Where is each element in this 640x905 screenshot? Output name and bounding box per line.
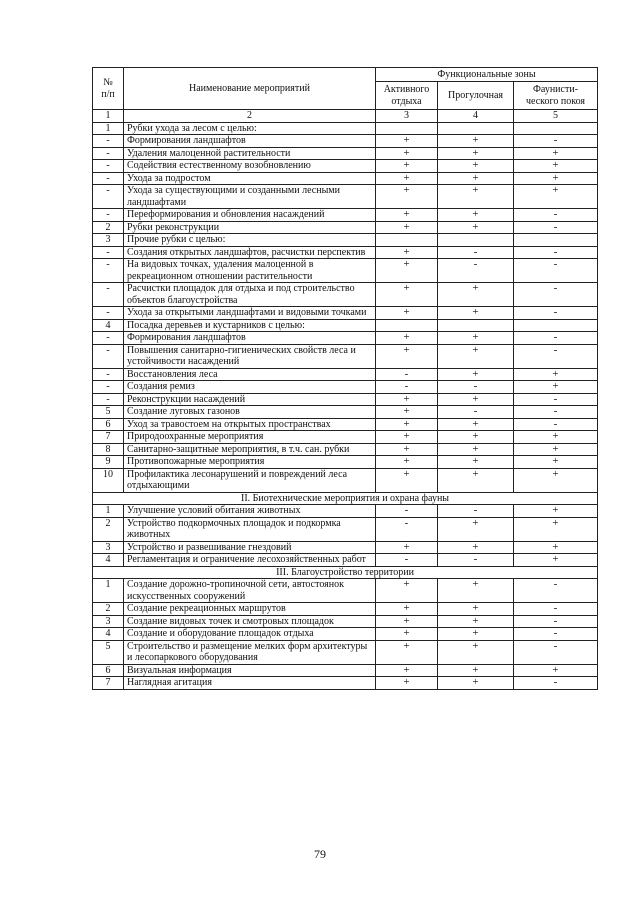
row-mark-active: - (376, 381, 438, 394)
table-row (93, 393, 598, 406)
header-fauna-zone: Фаунисти-ческого покоя (514, 82, 598, 110)
row-number: - (93, 393, 124, 406)
row-number: 2 (93, 603, 124, 616)
row-measure-name: Содействия естественному возобновлению (124, 160, 376, 173)
table-row (93, 418, 598, 431)
row-measure-name: Создания ремиз (124, 381, 376, 394)
row-mark-fauna: + (514, 443, 598, 456)
table-row (93, 579, 598, 603)
section-row (93, 492, 598, 505)
row-number: 6 (93, 418, 124, 431)
row-mark-active: + (376, 209, 438, 222)
row-measure-name: Удаления малоценной растительности (124, 147, 376, 160)
row-number: 2 (93, 517, 124, 541)
row-number: 3 (93, 615, 124, 628)
row-mark-walking: + (438, 172, 514, 185)
row-measure-name: Создания открытых ландшафтов, расчистки перспектив (124, 246, 376, 259)
row-mark-active: - (376, 517, 438, 541)
row-number: 1 (93, 579, 124, 603)
table-row (93, 517, 598, 541)
row-number: - (93, 344, 124, 368)
row-number: - (93, 135, 124, 148)
row-mark-active: + (376, 344, 438, 368)
row-mark-fauna: + (514, 505, 598, 518)
row-number: - (93, 185, 124, 209)
row-number: 5 (93, 406, 124, 419)
row-mark-active: + (376, 246, 438, 259)
row-mark-walking: - (438, 406, 514, 419)
row-mark-fauna: + (514, 468, 598, 492)
row-measure-name: Визуальная информация (124, 664, 376, 677)
row-mark-active: + (376, 393, 438, 406)
row-measure-name: Природоохранные мероприятия (124, 431, 376, 444)
row-mark-fauna: + (514, 554, 598, 567)
row-mark-active: + (376, 283, 438, 307)
row-mark-walking (438, 319, 514, 332)
row-mark-walking: + (438, 468, 514, 492)
row-number: - (93, 147, 124, 160)
row-mark-active: + (376, 456, 438, 469)
row-measure-name: Формирования ландшафтов (124, 135, 376, 148)
row-measure-name: Создание рекреационных маршрутов (124, 603, 376, 616)
table-row (93, 135, 598, 148)
table-body (93, 122, 598, 689)
row-mark-active: + (376, 677, 438, 690)
table-row (93, 246, 598, 259)
row-mark-fauna: - (514, 259, 598, 283)
row-number: 4 (93, 628, 124, 641)
row-number: - (93, 332, 124, 345)
row-number: 7 (93, 431, 124, 444)
row-measure-name: Строительство и размещение мелких форм архитектуры и лесопаркового оборудования (124, 640, 376, 664)
row-measure-name: Реконструкции насаждений (124, 393, 376, 406)
row-number: - (93, 160, 124, 173)
row-number: 3 (93, 234, 124, 247)
row-mark-walking: + (438, 677, 514, 690)
row-mark-active: + (376, 185, 438, 209)
row-mark-fauna: + (514, 664, 598, 677)
row-mark-walking: - (438, 381, 514, 394)
row-mark-walking: + (438, 344, 514, 368)
row-mark-active: + (376, 640, 438, 664)
row-measure-name: Санитарно-защитные мероприятия, в т.ч. сан. рубки (124, 443, 376, 456)
row-measure-name: Расчистки площадок для отдыха и под строительство объектов благоустройства (124, 283, 376, 307)
table-row (93, 677, 598, 690)
row-number: - (93, 246, 124, 259)
row-measure-name: Ухода за существующими и созданными лесными ландшафтами (124, 185, 376, 209)
row-measure-name: Устройство подкормочных площадок и подкормка животных (124, 517, 376, 541)
row-mark-active: + (376, 664, 438, 677)
row-measure-name: Создание видовых точек и смотровых площадок (124, 615, 376, 628)
row-mark-active: + (376, 443, 438, 456)
row-mark-walking: + (438, 332, 514, 345)
section-title: III. Благоустройство территории (93, 566, 598, 579)
row-mark-active: + (376, 603, 438, 616)
row-mark-walking: + (438, 628, 514, 641)
row-measure-name: Уход за травостоем на открытых пространствах (124, 418, 376, 431)
table-row (93, 160, 598, 173)
row-mark-walking: - (438, 246, 514, 259)
row-mark-fauna: + (514, 381, 598, 394)
table-row (93, 554, 598, 567)
row-mark-active: + (376, 406, 438, 419)
row-mark-walking: + (438, 579, 514, 603)
row-mark-fauna: - (514, 579, 598, 603)
table-row (93, 603, 598, 616)
row-mark-fauna: + (514, 368, 598, 381)
row-mark-active: - (376, 505, 438, 518)
header-index: 3 (376, 110, 438, 123)
row-mark-fauna: + (514, 431, 598, 444)
row-mark-active (376, 319, 438, 332)
row-mark-active: + (376, 431, 438, 444)
row-mark-fauna: - (514, 246, 598, 259)
table-row (93, 147, 598, 160)
table-row (93, 615, 598, 628)
row-mark-walking: + (438, 307, 514, 320)
row-mark-fauna: + (514, 517, 598, 541)
row-number: - (93, 259, 124, 283)
table-row (93, 468, 598, 492)
table-row (93, 259, 598, 283)
header-index: 2 (124, 110, 376, 123)
row-measure-name: Рубки ухода за лесом с целью: (124, 122, 376, 135)
table-row (93, 456, 598, 469)
table-row (93, 122, 598, 135)
row-mark-walking: + (438, 135, 514, 148)
row-mark-walking: + (438, 185, 514, 209)
row-mark-active: + (376, 160, 438, 173)
row-mark-active: + (376, 468, 438, 492)
row-mark-active: + (376, 307, 438, 320)
header-walking-zone: Прогулочная (438, 82, 514, 110)
row-number: 1 (93, 505, 124, 518)
row-mark-fauna: - (514, 393, 598, 406)
table-row (93, 628, 598, 641)
table-row (93, 368, 598, 381)
table-row (93, 505, 598, 518)
row-measure-name: Создание и оборудование площадок отдыха (124, 628, 376, 641)
row-mark-fauna: - (514, 603, 598, 616)
table-row (93, 406, 598, 419)
row-mark-fauna: - (514, 283, 598, 307)
row-measure-name: Восстановления леса (124, 368, 376, 381)
row-mark-walking: + (438, 640, 514, 664)
section-row (93, 566, 598, 579)
row-mark-walking: + (438, 209, 514, 222)
row-measure-name: Повышения санитарно-гигиенических свойств леса и устойчивости насаждений (124, 344, 376, 368)
row-number: - (93, 283, 124, 307)
row-number: 9 (93, 456, 124, 469)
row-mark-fauna: + (514, 456, 598, 469)
row-measure-name: Прочие рубки с целью: (124, 234, 376, 247)
row-mark-walking: - (438, 259, 514, 283)
row-mark-walking: + (438, 418, 514, 431)
table-row (93, 319, 598, 332)
row-mark-active: + (376, 615, 438, 628)
row-mark-active (376, 122, 438, 135)
row-mark-walking: - (438, 505, 514, 518)
table-row (93, 344, 598, 368)
row-mark-fauna: - (514, 221, 598, 234)
row-mark-walking: + (438, 431, 514, 444)
row-mark-active: + (376, 628, 438, 641)
row-number: - (93, 381, 124, 394)
row-measure-name: Создание луговых газонов (124, 406, 376, 419)
table-row (93, 307, 598, 320)
row-number: - (93, 172, 124, 185)
row-mark-fauna: - (514, 135, 598, 148)
row-number: 10 (93, 468, 124, 492)
table-row (93, 664, 598, 677)
row-measure-name: Переформирования и обновления насаждений (124, 209, 376, 222)
row-number: - (93, 209, 124, 222)
table-row (93, 431, 598, 444)
table-row (93, 381, 598, 394)
row-mark-walking: + (438, 615, 514, 628)
row-number: - (93, 307, 124, 320)
row-mark-active (376, 234, 438, 247)
row-mark-active: + (376, 221, 438, 234)
header-index: 1 (93, 110, 124, 123)
row-mark-walking: + (438, 443, 514, 456)
row-number: 8 (93, 443, 124, 456)
row-measure-name: Посадка деревьев и кустарников с целью: (124, 319, 376, 332)
row-mark-active: + (376, 418, 438, 431)
row-mark-walking: + (438, 456, 514, 469)
row-mark-fauna: + (514, 541, 598, 554)
row-measure-name: Рубки реконструкции (124, 221, 376, 234)
row-mark-walking: + (438, 541, 514, 554)
row-mark-fauna: - (514, 677, 598, 690)
row-mark-active: + (376, 147, 438, 160)
row-measure-name: Формирования ландшафтов (124, 332, 376, 345)
row-measure-name: Ухода за открытыми ландшафтами и видовыми точками (124, 307, 376, 320)
row-measure-name: Ухода за подростом (124, 172, 376, 185)
row-mark-active: + (376, 172, 438, 185)
header-name: Наименование мероприятий (124, 68, 376, 110)
row-mark-fauna: + (514, 172, 598, 185)
row-mark-active: + (376, 135, 438, 148)
row-mark-fauna: - (514, 615, 598, 628)
row-mark-walking: + (438, 664, 514, 677)
table-row (93, 209, 598, 222)
row-mark-fauna: + (514, 147, 598, 160)
row-number: 1 (93, 122, 124, 135)
row-measure-name: Создание дорожно-тропиночной сети, автостоянок искусственных сооружений (124, 579, 376, 603)
table-row (93, 541, 598, 554)
header-active-zone: Активного отдыха (376, 82, 438, 110)
row-mark-walking: + (438, 393, 514, 406)
row-mark-walking: + (438, 160, 514, 173)
row-mark-fauna: - (514, 406, 598, 419)
row-mark-walking: - (438, 554, 514, 567)
row-number: 7 (93, 677, 124, 690)
row-measure-name: Устройство и развешивание гнездовий (124, 541, 376, 554)
row-number: 4 (93, 554, 124, 567)
page-number: 79 (314, 847, 326, 861)
header-index: 5 (514, 110, 598, 123)
row-mark-fauna: - (514, 307, 598, 320)
row-mark-walking: + (438, 603, 514, 616)
row-mark-fauna: - (514, 332, 598, 345)
document-table (92, 67, 597, 690)
row-mark-fauna: - (514, 209, 598, 222)
row-mark-fauna (514, 122, 598, 135)
row-mark-fauna: - (514, 628, 598, 641)
row-measure-name: Улучшение условий обитания животных (124, 505, 376, 518)
table-row (93, 234, 598, 247)
table-row (93, 221, 598, 234)
row-mark-active: + (376, 579, 438, 603)
row-number: 6 (93, 664, 124, 677)
row-mark-active: + (376, 332, 438, 345)
table-row (93, 443, 598, 456)
section-title: II. Биотехнические мероприятия и охрана фауны (93, 492, 598, 505)
row-measure-name: Противопожарные мероприятия (124, 456, 376, 469)
row-mark-fauna: - (514, 640, 598, 664)
header-zones: Функциональные зоны (376, 68, 598, 82)
row-measure-name: Наглядная агитация (124, 677, 376, 690)
row-mark-fauna: - (514, 344, 598, 368)
row-number: - (93, 368, 124, 381)
row-mark-active: + (376, 259, 438, 283)
row-mark-fauna: + (514, 160, 598, 173)
row-mark-fauna: + (514, 185, 598, 209)
row-mark-walking: + (438, 147, 514, 160)
row-number: 2 (93, 221, 124, 234)
row-mark-fauna (514, 234, 598, 247)
table-row (93, 332, 598, 345)
row-mark-walking: + (438, 368, 514, 381)
row-mark-walking: + (438, 221, 514, 234)
row-mark-walking: + (438, 517, 514, 541)
table-row (93, 640, 598, 664)
header-num: № п/п (93, 68, 124, 110)
row-mark-fauna: - (514, 418, 598, 431)
row-mark-active: - (376, 368, 438, 381)
row-mark-fauna (514, 319, 598, 332)
row-measure-name: На видовых точках, удаления малоценной в рекреационном отношении растительности (124, 259, 376, 283)
row-measure-name: Регламентация и ограничение лесохозяйственных работ (124, 554, 376, 567)
row-mark-walking (438, 122, 514, 135)
table-row (93, 283, 598, 307)
row-number: 5 (93, 640, 124, 664)
table-row (93, 172, 598, 185)
table-row (93, 185, 598, 209)
row-mark-active: + (376, 541, 438, 554)
header-index-row (93, 110, 598, 123)
row-mark-walking (438, 234, 514, 247)
row-mark-active: - (376, 554, 438, 567)
header-index: 4 (438, 110, 514, 123)
row-number: 3 (93, 541, 124, 554)
row-number: 4 (93, 319, 124, 332)
row-mark-walking: + (438, 283, 514, 307)
row-measure-name: Профилактика лесонарушений и повреждений леса отдыхающими (124, 468, 376, 492)
